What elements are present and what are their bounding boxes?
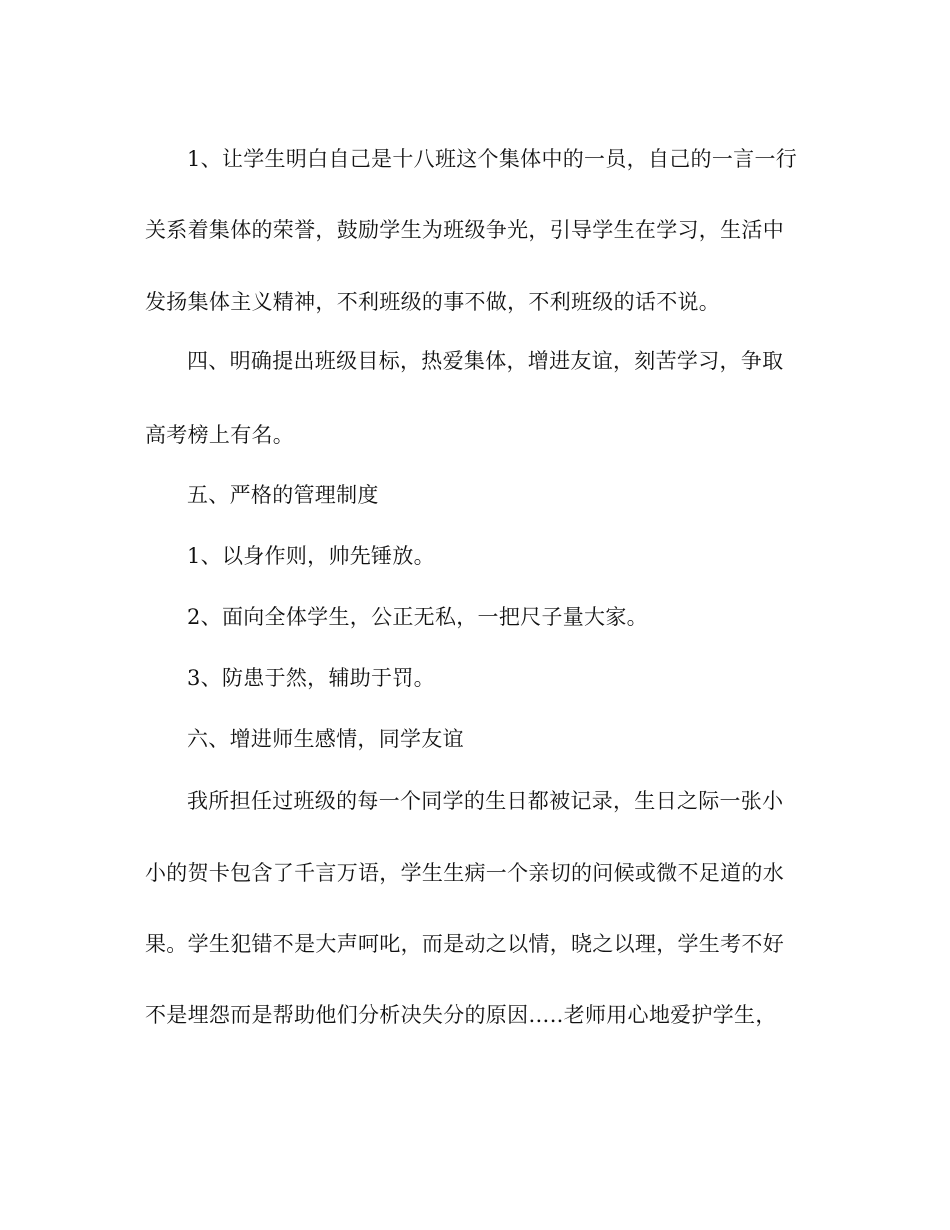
- section-heading: 六、增进师生感情，同学友谊: [187, 727, 464, 751]
- list-item: 1、以身作则，帅先锤放。: [187, 544, 435, 568]
- paragraph-line: 高考榜上有名。: [145, 423, 295, 447]
- paragraph-line: 不是埋怨而是帮助他们分析决失分的原因…..老师用心地爱护学生，: [145, 1003, 777, 1027]
- section-heading: 五、严格的管理制度: [187, 483, 379, 507]
- paragraph-line: 果。学生犯错不是大声呵叱，而是动之以情，晓之以理，学生考不好: [145, 932, 784, 956]
- list-item: 2、面向全体学生，公正无私，一把尺子量大家。: [187, 605, 648, 629]
- paragraph-line: 发扬集体主义精神，不利班级的事不做，不利班级的话不说。: [145, 290, 721, 314]
- paragraph-line: 四、明确提出班级目标，热爱集体，增进友谊，刻苦学习，争取: [187, 349, 784, 373]
- paragraph-line: 1、让学生明白自己是十八班这个集体中的一员，自己的一言一行: [187, 147, 798, 171]
- list-item: 3、防患于然，辅助于罚。: [187, 666, 435, 690]
- paragraph-line: 关系着集体的荣誉，鼓励学生为班级争光，引导学生在学习，生活中: [145, 218, 784, 242]
- paragraph-line: 小的贺卡包含了千言万语，学生生病一个亲切的问候或微不足道的水: [145, 861, 784, 885]
- paragraph-line: 我所担任过班级的每一个同学的生日都被记录，生日之际一张小: [187, 789, 784, 813]
